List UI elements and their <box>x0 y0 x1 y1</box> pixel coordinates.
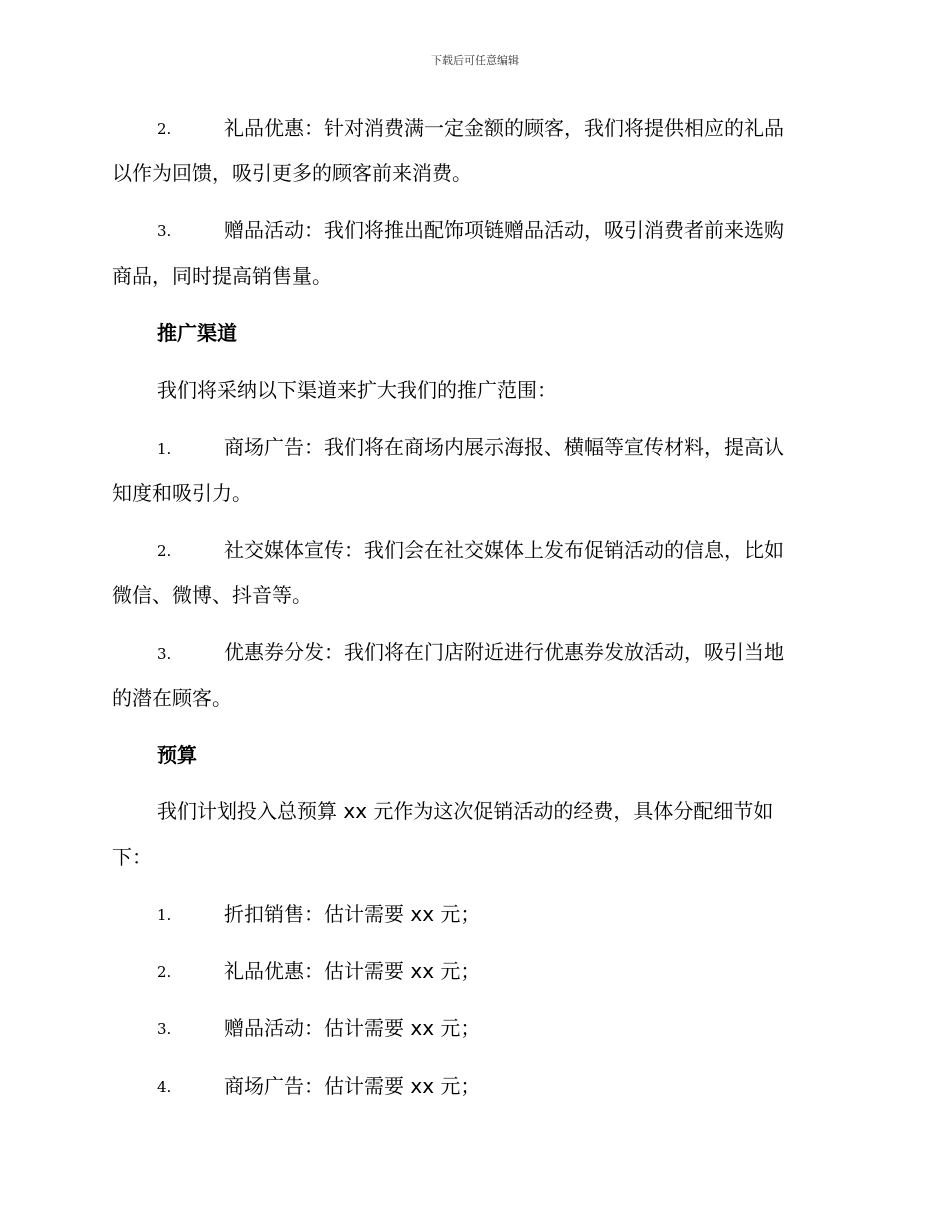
section-heading-budget: 预算 <box>157 743 197 767</box>
list-item-text: 社交媒体宣传：我们会在社交媒体上发布促销活动的信息，比如 <box>224 538 784 562</box>
list-item-text-continuation: 知度和吸引力。 <box>112 481 252 505</box>
list-item-text: 商场广告：我们将在商场内展示海报、横幅等宣传材料，提高认 <box>224 435 784 459</box>
list-number: 2. <box>157 542 172 560</box>
list-item-text-continuation: 的潜在顾客。 <box>112 686 232 710</box>
section-heading-channels: 推广渠道 <box>157 321 237 345</box>
section-intro: 我们计划投入总预算 xx 元作为这次促销活动的经费，具体分配细节如 <box>157 799 774 823</box>
list-item-text: 商场广告：估计需要 xx 元； <box>224 1074 481 1098</box>
list-item-text: 折扣销售：估计需要 xx 元； <box>224 902 481 926</box>
list-number: 1. <box>157 440 172 458</box>
list-item-text: 赠品活动：我们将推出配饰项链赠品活动，吸引消费者前来选购 <box>224 218 784 242</box>
list-number: 4. <box>157 1078 172 1096</box>
page-header: 下载后可任意编辑 <box>431 54 519 67</box>
list-item-text: 礼品优惠：估计需要 xx 元； <box>224 959 481 983</box>
list-number: 2. <box>157 120 172 138</box>
list-item-text-continuation: 商品，同时提高销售量。 <box>112 264 332 288</box>
list-number: 3. <box>157 1020 172 1038</box>
list-item-text: 赠品活动：估计需要 xx 元； <box>224 1016 481 1040</box>
list-number: 3. <box>157 222 172 240</box>
list-item-text: 礼品优惠：针对消费满一定金额的顾客，我们将提供相应的礼品 <box>224 116 784 140</box>
list-item-text: 优惠券分发：我们将在门店附近进行优惠券发放活动，吸引当地 <box>224 640 784 664</box>
list-item-text-continuation: 以作为回馈，吸引更多的顾客前来消费。 <box>112 161 472 185</box>
list-item-text-continuation: 微信、微博、抖音等。 <box>112 583 312 607</box>
list-number: 3. <box>157 645 172 663</box>
section-intro: 我们将采纳以下渠道来扩大我们的推广范围： <box>157 378 557 402</box>
list-number: 1. <box>157 906 172 924</box>
section-intro-continuation: 下： <box>112 845 152 869</box>
list-number: 2. <box>157 963 172 981</box>
